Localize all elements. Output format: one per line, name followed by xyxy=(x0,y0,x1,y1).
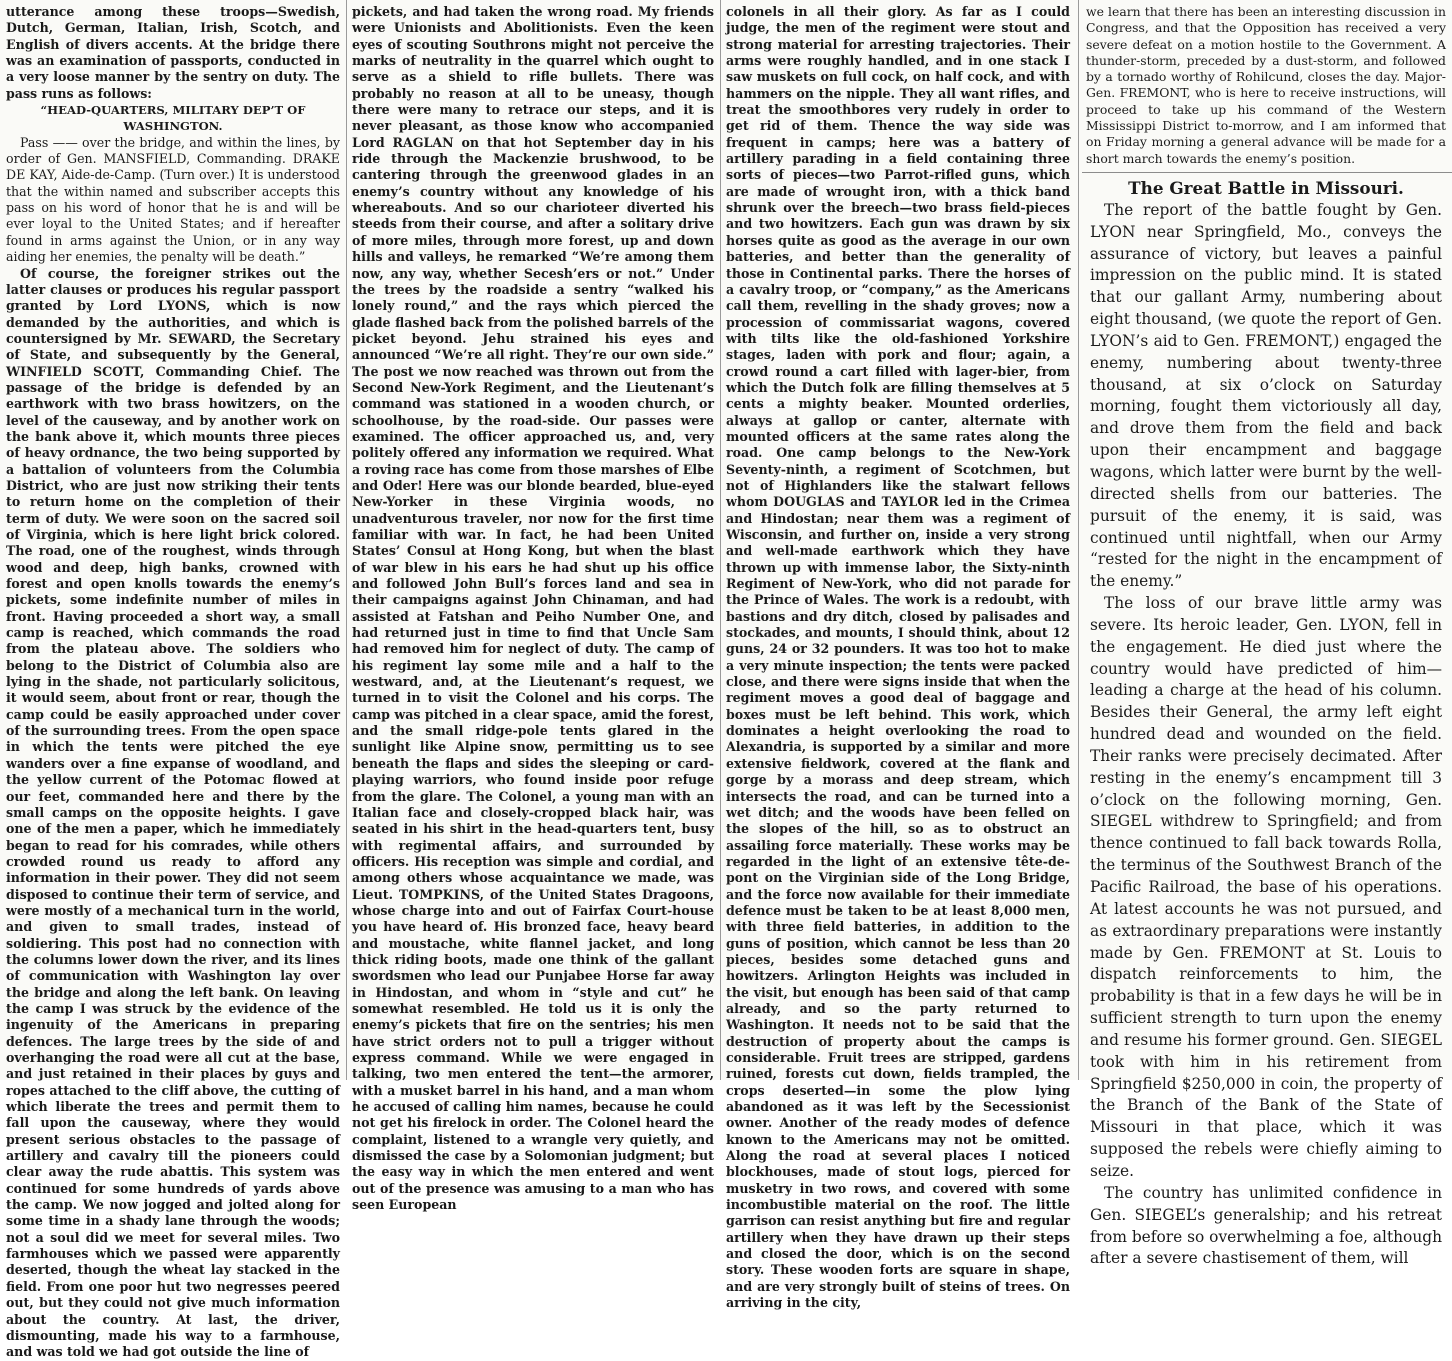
column-4-paragraph-1: The report of the battle fought by Gen. LYON near Springfield, Mo., conveys the assurance of victory, but leaves a painful impression on the public mind. It is stated that our gallant Army, numbering about eight thousand, (we quote the report of Gen. LYON’s aid to Gen. FREMONT,) engaged the enemy, numbering about twenty-three thousand, at six o’clock on Saturday morning, fought them victoriously all day, and drove them from the field and back upon their encampment and baggage wagons, which latter were burnt by the well-directed shells from our batteries. The pursuit of the enemy, it is said, was continued until nightfall, when our Army “rested for the night in the encampment of the enemy.” xyxy=(1090,200,1442,591)
column-3 xyxy=(726,4,1070,1311)
column-rule-1 xyxy=(346,0,347,1080)
pass-heading: “HEAD-QUARTERS, MILITARY DEP’T OF WASHINGTON. xyxy=(40,103,306,134)
column-1-paragraph-1: utterance among these troops—Swedish, Dutch, German, Italian, Irish, Scotch, and English of divers accents. At the bridge there was an examination of passports, conducted in a very loose manner by the sentry on duty. The pass runs as follows: xyxy=(6,4,340,101)
pass-text: Pass —— over the bridge, and within the lines, by order of Gen. MANSFIELD, Commanding. DRAKE DE KAY, Aide-de-Camp. (Turn over.) It is understood that the within named and subscriber accepts this pass on his word of honor that he is and will be ever loyal to the United States; and if hereafter found in arms against the Union, or in any way aiding her enemies, the penalty will be death.” xyxy=(6,134,340,265)
column-2-paragraph-1: pickets, and had taken the wrong road. My friends were Unionists and Abolitionists. Even the keen eyes of scouting Southrons might not perceive the marks of neutrality in the quarrel which ought to serve as a shield to rifle bullets. There was probably no reason at all to be uneasy, though there were many to retrace our steps, and it is never pleasant, as those know who accompanied Lord RAGLAN on that hot September day in his ride through the Mackenzie brushwood, to be cantering through the greenwood glades in an enemy’s country without any knowledge of his whereabouts. And so our charioteer diverted his steeds from their course, and after a solitary drive of more miles, through more forest, up and down hills and valleys, he remarked “We’re among them now, any way, whether Secesh’ers or not.” Under the trees by the roadside a sentry “walked his lonely round,” and the rays which pierced the glade flashed back from the polished barrels of the picket beyond. Jehu strained his eyes and announced “We’re all right. They’re our own side.” The post we now reached was thrown out from the Second New-York Regiment, and the Lieutenant’s command was stationed in a wooden church, or schoolhouse, by the road-side. Our passes were examined. The officer approached us, and, very politely offered any information we required. What a roving race has come from those marshes of Elbe and Oder! Here was our blonde bearded, blue-eyed New-Yorker in these Virginia woods, no unadventurous traveler, nor now for the first time familiar with war. In fact, he had been United States’ Consul at Hong Kong, but when the blast of war blew in his ears he had shut up his office and followed John Bull’s forces land and sea in their campaigns against John Chinaman, and had assisted at Fatshan and Peiho Number One, and had returned just in time to find that Uncle Sam had removed him for neglect of duty. The camp of his regiment lay some mile and a half to the westward, and, at the Lieutenant’s request, we turned in to visit the Colonel and his corps. The camp was pitched in a clear space, amid the forest, and the small ridge-pole tents glared in the sunlight like Alpine snow, permitting us to see beneath the flaps and sides the sleeping or card-playing warriors, who found inside poor refuge from the glare. The Colonel, a young man with an Italian face and closely-cropped black hair, was seated in his shirt in the head-quarters tent, busy with regimental affairs, and surrounded by officers. His reception was simple and cordial, and among others whose acquaintance we made, was Lieut. TOMPKINS, of the United States Dragoons, whose charge into and out of Fairfax Court-house you have heard of. His bronzed face, heavy beard and moustache, white flannel jacket, and long thick riding boots, made one think of the gallant swordsmen who lead our Punjabee Horse far away in Hindostan, and whom in “style and cut” he somewhat resembled. He told us it is only the enemy’s pickets that fire on the sentries; his men have strict orders not to pull a trigger without express command. While we were engaged in talking, two men entered the tent—the armorer, with a musket barrel in his hand, and a man whom he accused of calling him names, because he could not get his firelock in order. The Colonel heard the complaint, listened to a wrangle very quietly, and dismissed the case by a Solomonian judgment; but the easy way in which the men entered and went out of the presence was amusing to a man who has seen European xyxy=(352,4,714,1213)
column-4-top-paragraph: we learn that there has been an interesting discussion in Congress, and that the Opposition has received a very severe defeat on a motion hostile to the Government. A thunder-storm, preceded by a dust-storm, and followed by a tornado worthy of Rohilcund, closes the day. Major-Gen. FREMONT, who is here to receive instructions, will proceed to take up his command of the Western Mississippi District to-morrow, and I am informed that on Friday morning a general advance will be made for a short march towards the enemy’s position. xyxy=(1086,4,1446,166)
column-3-paragraph-1: colonels in all their glory. As far as I could judge, the men of the regiment were stout and strong material for arresting trajectories. Their arms were roughly handled, and in one stack I saw muskets on full cock, on half cock, and with hammers on the nipple. They all want rifles, and treat the smoothbores very rudely in order to get rid of them. Thence the way side was frequent in camps; here was a battery of artillery parading in a field containing three sorts of pieces—two Parrot-rifled guns, which are made of wrought iron, with a thick band shrunk over the breech—two brass field-pieces and two howitzers. Each gun was drawn by six horses quite as good as the average in our own batteries, and better than the generality of those in Continental parks. There the horses of a cavalry troop, or “company,” as the Americans call them, revelling in the shady groves; now a procession of commissariat wagons, covered with tilts like the old-fashioned Yorkshire stages, laden with pork and flour; again, a crowd round a cart filled with lager-bier, from which the Dutch folk are filling themselves at 5 cents a mighty beaker. Mounted orderlies, always at gallop or canter, alternate with mounted officers at the same rates along the road. One camp belongs to the New-York Seventy-ninth, a regiment of Scotchmen, but not of Highlanders like the stalwart fellows whom DOUGLAS and TAYLOR led in the Crimea and Hindostan; near them was a regiment of Wisconsin, and further on, inside a very strong and well-made earthwork which they have thrown up with immense labor, the Sixty-ninth Regiment of New-York, who did not parade for the Prince of Wales. The work is a redoubt, with bastions and dry ditch, closed by palisades and stockades, and mounts, I should think, about 12 guns, 24 or 32 pounders. It was too hot to make a very minute inspection; the tents were packed close, and there were signs inside that when the regiment moves a good deal of baggage and boxes must be left behind. This work, which dominates a height overlooking the road to Alexandria, is supported by a similar and more extensive fieldwork, covered at the flank and gorge by a morass and deep stream, which intersects the road, and can be turned into a wet ditch; and the woods have been felled on the slopes of the hill, so as to obstruct an assailing force materially. These works may be regarded in the light of an extensive tête-de-pont on the Virginian side of the Long Bridge, and the force now available for their immediate defence must be taken to be at least 8,000 men, with three field batteries, in addition to the guns of position, which cannot be less than 20 pieces, besides some detached guns and howitzers. Arlington Heights was included in the visit, but enough has been said of that camp already, and so the party returned to Washington. It needs not to be said that the destruction of property about the camps is considerable. Fruit trees are stripped, gardens ruined, forests cut down, fields trampled, the crops deserted—in some the plow lying abandoned as it was left by the Secessionist owner. Another of the ready modes of defence known to the Americans may not be omitted. Along the road at several places I noticed blockhouses, made of stout logs, pierced for musketry in two rows, and covered with some incombustible material on the roof. The little garrison can resist anything but fire and regular artillery when they have drawn up their steps and closed the door, which is on the second story. These wooden forts are square in shape, and are very strongly built of steins of trees. On arriving in the city, xyxy=(726,4,1070,1311)
column-1-paragraph-2: Of course, the foreigner strikes out the latter clauses or produces his regular passport granted by Lord LYONS, which is now demanded by the authorities, and which is countersigned by Mr. SEWARD, the Secretary of State, and subsequently by the General, WINFIELD SCOTT, Commanding Chief. The passage of the bridge is defended by an earthwork with two brass howitzers, on the level of the causeway, and by another work on the bank above it, which mounts three pieces of heavy ordnance, the two being supported by a battalion of volunteers from the Columbia District, who are just now striking their tents to return home on the completion of their term of duty. We were soon on the sacred soil of Virginia, which is here light brick colored. The road, one of the roughest, winds through wood and deep, high banks, crowned with forest and open knolls towards the enemy’s pickets, some indefinite number of miles in front. Having proceeded a short way, a small camp is reached, which commands the road from the plateau above. The soldiers who belong to the District of Columbia also are lying in the shade, not particularly solicitous, it would seem, about front or rear, though the camp could be easily approached under cover of the surrounding trees. From the open space in which the tents were pitched the eye wanders over a fine expanse of woodland, and the yellow current of the Potomac flowed at our feet, commanded here and there by the small camps on the opposite heights. I gave one of the men a paper, which he immediately began to read for his comrades, while others crowded round us ready to afford any information in their power. They did not seem disposed to continue their term of service, and were mostly of a mechanical turn in the world, and given to small trades, instead of soldiering. This post had no connection with the columns lower down the river, and its lines of communication with Washington lay over the bridge and along the left bank. On leaving the camp I was struck by the evidence of the ingenuity of the Americans in preparing defences. The large trees by the side of and overhanging the road were all cut at the base, and just retained in their places by guys and ropes attached to the cliff above, the cutting of which liberate the trees and permit them to fall upon the causeway, where they would present serious obstacles to the passage of artillery and cavalry till the pioneers could clear away the rude abattis. This system was continued for some hundreds of yards above the camp. We now jogged and jolted along for some time in a shady lane through the woods; not a soul did we meet for several miles. Two farmhouses which we passed were apparently deserted, though the wheat lay stacked in the field. From one poor hut two negresses peered out, but they could not give much information about the country. At last, the driver, dismounting, made his way to a farmhouse, and was told we had got outside the line of xyxy=(6,265,340,1360)
headline-great-battle-in-missouri: The Great Battle in Missouri. xyxy=(1128,178,1404,198)
column-1 xyxy=(6,4,340,1360)
column-4-paragraph-2: The loss of our brave little army was severe. Its heroic leader, Gen. LYON, fell in the engagement. He died just where the country would have predicted of him—leading a charge at the head of his column. Besides their General, the army left eight hundred dead and wounded on the field. Their ranks were precisely decimated. After resting in the enemy’s encampment till 3 o’clock on the following morning, Gen. SIEGEL withdrew to Springfield; and from thence continued to fall back towards Rolla, the terminus of the Southwest Branch of the Pacific Railroad, the base of his operations. At latest accounts he was not pursued, and as extraordinary preparations were instantly made by Gen. FREMONT at St. Louis to dispatch reinforcements to him, the probability is that in a few days he will be in sufficient strength to turn upon the enemy and resume his former ground. Gen. SIEGEL took with him in his retirement from Springfield $250,000 in coin, the property of the Branch of the Bank of the State of Missouri in that place, which it was supposed the rebels were chiefly aiming to seize. xyxy=(1090,594,1442,1180)
column-rule-2 xyxy=(720,0,721,1080)
column-4-paragraph-3: The country has unlimited confidence in Gen. SIEGEL’s generalship; and his retreat from before so overwhelming a foe, although after a severe chastisement of them, will xyxy=(1090,1183,1442,1268)
column-4-top xyxy=(1086,4,1446,170)
section-divider xyxy=(1082,172,1452,173)
column-4 xyxy=(1090,178,1442,1268)
column-2 xyxy=(352,4,714,1213)
column-rule-3 xyxy=(1078,0,1079,1080)
